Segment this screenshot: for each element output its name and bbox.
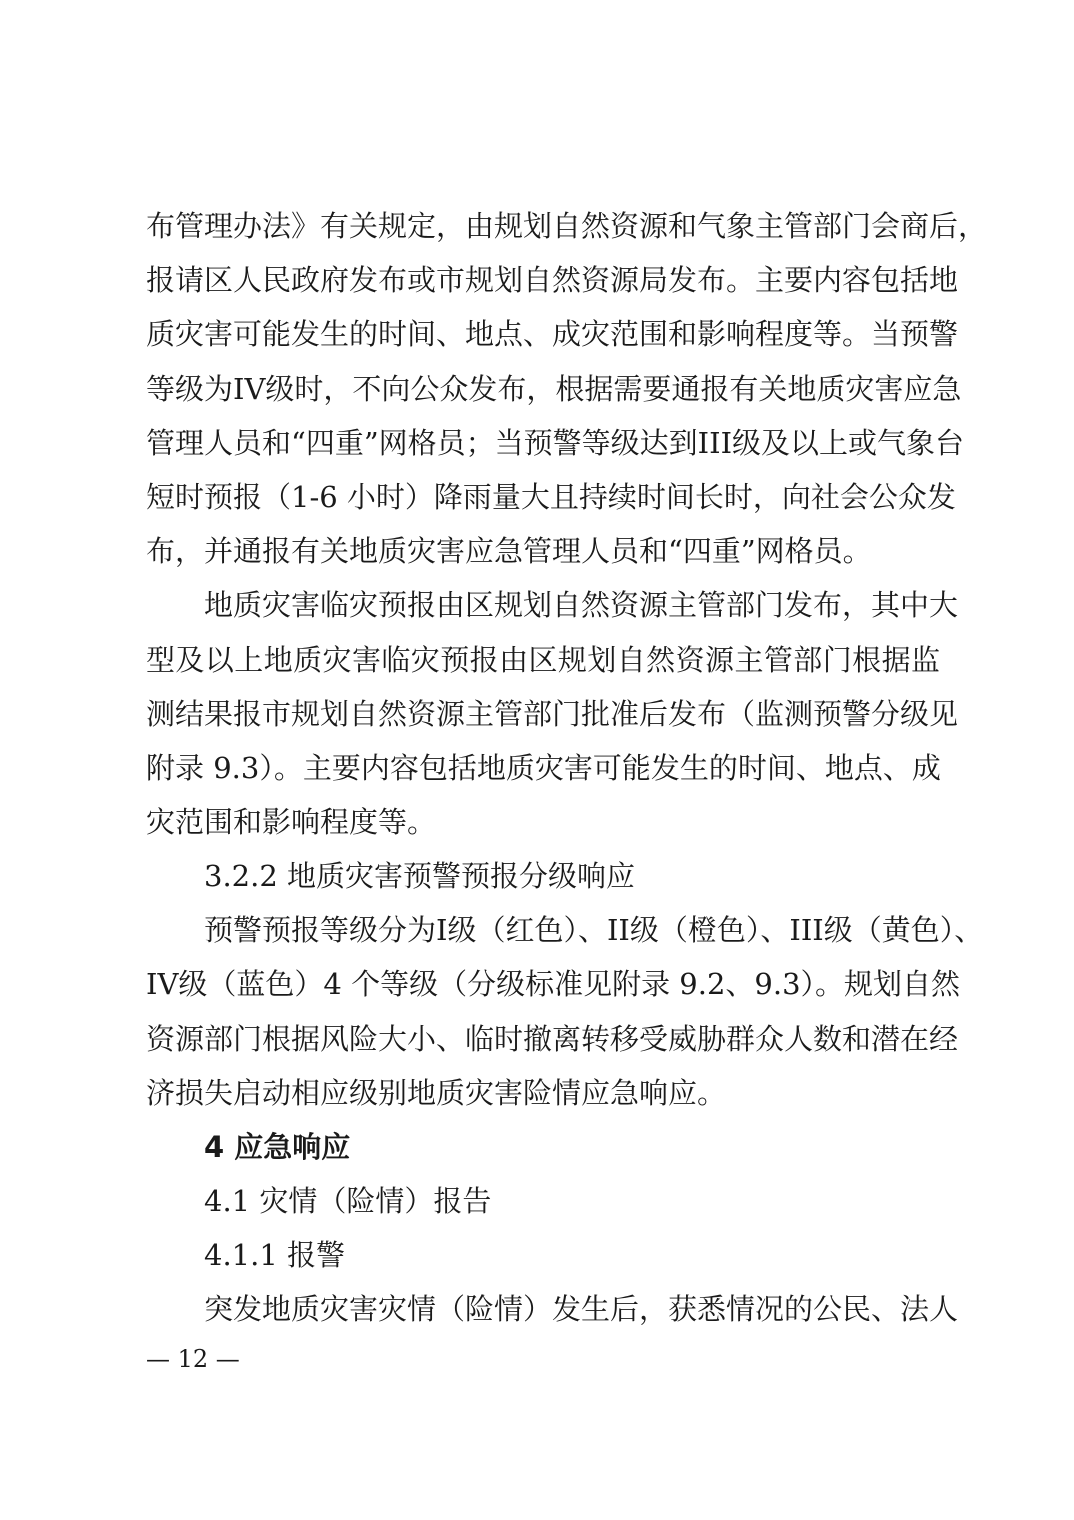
paragraph-line: 短时预报（1-6 小时）降雨量大且持续时间长时，向社会公众发 bbox=[146, 480, 956, 514]
paragraph-line: 布，并通报有关地质灾害应急管理人员和“四重”网格员。 bbox=[146, 534, 872, 568]
paragraph-line: 测结果报市规划自然资源主管部门批准后发布（监测预警分级见 bbox=[146, 697, 959, 731]
page-number: — 12 — bbox=[146, 1345, 240, 1373]
paragraph-line: 地质灾害临灾预报由区规划自然资源主管部门发布，其中大 bbox=[204, 588, 959, 622]
paragraph-line: 灾范围和影响程度等。 bbox=[146, 805, 437, 839]
paragraph-line: 报请区人民政府发布或市规划自然资源局发布。主要内容包括地 bbox=[146, 263, 959, 297]
section-heading-4-1-1: 4.1.1 报警 bbox=[204, 1238, 346, 1272]
paragraph-line: 资源部门根据风险大小、临时撤离转移受威胁群众人数和潜在经 bbox=[146, 1022, 959, 1056]
paragraph-line: 等级为IV级时，不向公众发布，根据需要通报有关地质灾害应急 bbox=[146, 372, 962, 406]
section-heading-4: 4 应急响应 bbox=[204, 1130, 351, 1164]
section-heading-3-2-2: 3.2.2 地质灾害预警预报分级响应 bbox=[204, 859, 636, 893]
paragraph-line: 型及以上地质灾害临灾预报由区规划自然资源主管部门根据监 bbox=[146, 643, 940, 677]
paragraph-line: 布管理办法》有关规定，由规划自然资源和气象主管部门会商后， bbox=[146, 209, 988, 243]
paragraph-line: 质灾害可能发生的时间、地点、成灾范围和影响程度等。当预警 bbox=[146, 317, 959, 351]
paragraph-line: 突发地质灾害灾情（险情）发生后，获悉情况的公民、法人 bbox=[204, 1292, 959, 1326]
paragraph-line: 济损失启动相应级别地质灾害险情应急响应。 bbox=[146, 1076, 727, 1110]
paragraph-line: IV级（蓝色）4 个等级（分级标准见附录 9.2、9.3）。规划自然 bbox=[146, 967, 961, 1001]
paragraph-line: 预警预报等级分为I级（红色）、II级（橙色）、III级（黄色）、 bbox=[204, 913, 984, 947]
section-heading-4-1: 4.1 灾情（险情）报告 bbox=[204, 1184, 492, 1218]
paragraph-line: 附录 9.3）。主要内容包括地质灾害可能发生的时间、地点、成 bbox=[146, 751, 941, 785]
paragraph-line: 管理人员和“四重”网格员；当预警等级达到III级及以上或气象台 bbox=[146, 426, 965, 460]
